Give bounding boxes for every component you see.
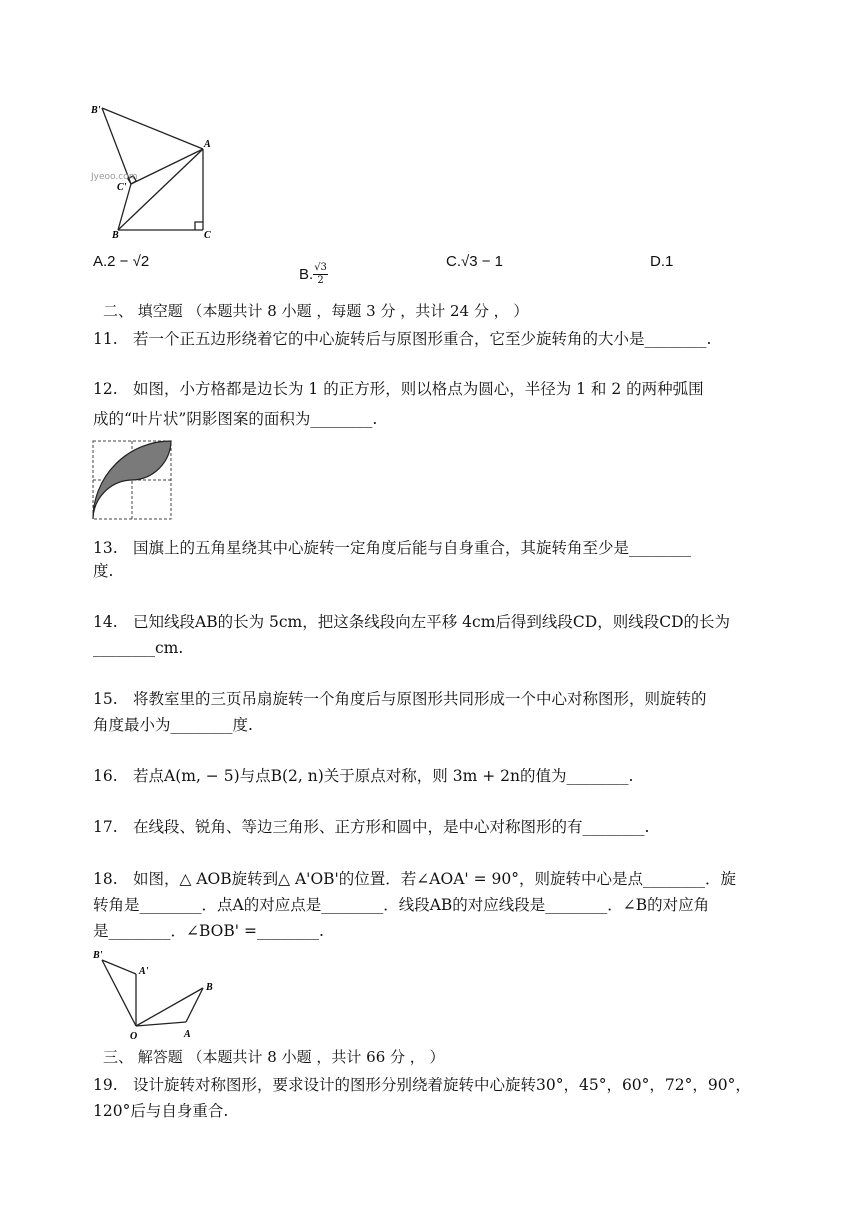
option-b-denominator: 2 <box>317 275 324 286</box>
option-b-fraction <box>313 262 328 287</box>
question-13-line-2: 度. <box>93 562 114 580</box>
question-19-number: 19. <box>93 1076 118 1094</box>
question-12-line-1 <box>93 378 704 400</box>
question-17-text: 在线段、锐角、等边三角形、正方形和圆中，是中心对称图形的有________. <box>133 818 650 836</box>
option-b-numerator: √3 <box>314 262 327 273</box>
fig3-label-o: O <box>130 1031 138 1042</box>
fig1-watermark: Jyeoo.com <box>91 172 138 182</box>
question-11 <box>93 328 711 350</box>
question-17 <box>93 816 649 838</box>
question-15-number: 15. <box>93 690 118 708</box>
question-15-text-1: 将教室里的三页吊扇旋转一个角度后与原图形共同形成一个中心对称图形，则旋转的 <box>133 690 707 708</box>
fig3-label-a: A <box>184 1029 191 1040</box>
question-14-number: 14. <box>93 613 118 631</box>
fig1-label-b: B <box>112 230 119 241</box>
question-16 <box>93 765 633 787</box>
question-14-text-1: 已知线段AB的长为 5cm，把这条线段向左平移 4cm后得到线段CD，则线段CD的长为 <box>133 613 730 631</box>
fig3-label-a1: A' <box>139 966 149 977</box>
fig1-label-a: A <box>204 139 211 150</box>
question-12-number: 12. <box>93 380 118 398</box>
question-19-text-1: 设计旋转对称图形，要求设计的图形分别绕着旋转中心旋转30°，45°，60°，72°，90°， <box>133 1076 751 1094</box>
question-17-number: 17. <box>93 818 118 836</box>
question-15-line-1 <box>93 688 707 710</box>
question-16-text: 若点A(m, − 5)与点B(2, n)关于原点对称，则 3m + 2n的值为________. <box>133 767 634 785</box>
question-12-line-2: 成的“叶片状”阴影图案的面积为________. <box>93 410 378 428</box>
option-d: D.1 <box>650 253 674 270</box>
option-b <box>299 262 328 287</box>
section-2-header: 二、 填空题 （本题共计 8 小题 ，每题 3 分 ，共计 24 分 ， ） <box>103 302 529 320</box>
fig1-label-c1: C' <box>117 182 127 193</box>
question-11-number: 11. <box>93 330 118 348</box>
question-19-line-2: 120°后与自身重合. <box>93 1102 229 1120</box>
question-11-text: 若一个正五边形绕着它的中心旋转后与原图形重合，它至少旋转角的大小是________. <box>133 330 712 348</box>
option-a: A.2 − √2 <box>93 253 150 270</box>
question-18-line-3: 是________．∠BOB' =________. <box>93 922 324 940</box>
question-13-line-1 <box>93 537 691 559</box>
fig1-label-b1: B' <box>91 105 101 116</box>
question-13-number: 13. <box>93 539 118 557</box>
question-18-line-2: 转角是________．点A的对应点是________．线段AB的对应线段是________．∠B的对应角 <box>93 896 710 914</box>
question-18-number: 18. <box>93 870 118 888</box>
question-12-text-1: 如图，小方格都是边长为 1 的正方形，则以格点为圆心，半径为 1 和 2 的两种弧围 <box>133 380 704 398</box>
question-18-line-1 <box>93 868 736 890</box>
option-b-prefix: B. <box>299 266 314 283</box>
fig1-label-c: C <box>204 230 211 241</box>
option-c: C.√3 − 1 <box>446 253 504 270</box>
question-15-line-2: 角度最小为________度. <box>93 716 253 734</box>
question-13-text-1: 国旗上的五角星绕其中心旋转一定角度后能与自身重合，其旋转角至少是________ <box>133 539 692 557</box>
question-18-text-1: 如图，△ AOB旋转到△ A'OB'的位置．若∠AOA' = 90°，则旋转中心是点________．旋 <box>133 870 736 888</box>
question-16-number: 16. <box>93 767 118 785</box>
section-3-header: 三、 解答题 （本题共计 8 小题 ，共计 66 分 ， ） <box>103 1048 445 1066</box>
figure-rotation-triangle <box>88 98 218 243</box>
question-19-line-1 <box>93 1074 751 1096</box>
question-14-line-1 <box>93 611 730 633</box>
fig3-label-b: B <box>206 982 213 993</box>
fig3-label-b1: B' <box>93 950 103 961</box>
figure-leaf-grid <box>92 440 174 522</box>
figure-aob-rotation <box>90 946 220 1044</box>
question-14-line-2: ________cm. <box>93 639 184 657</box>
